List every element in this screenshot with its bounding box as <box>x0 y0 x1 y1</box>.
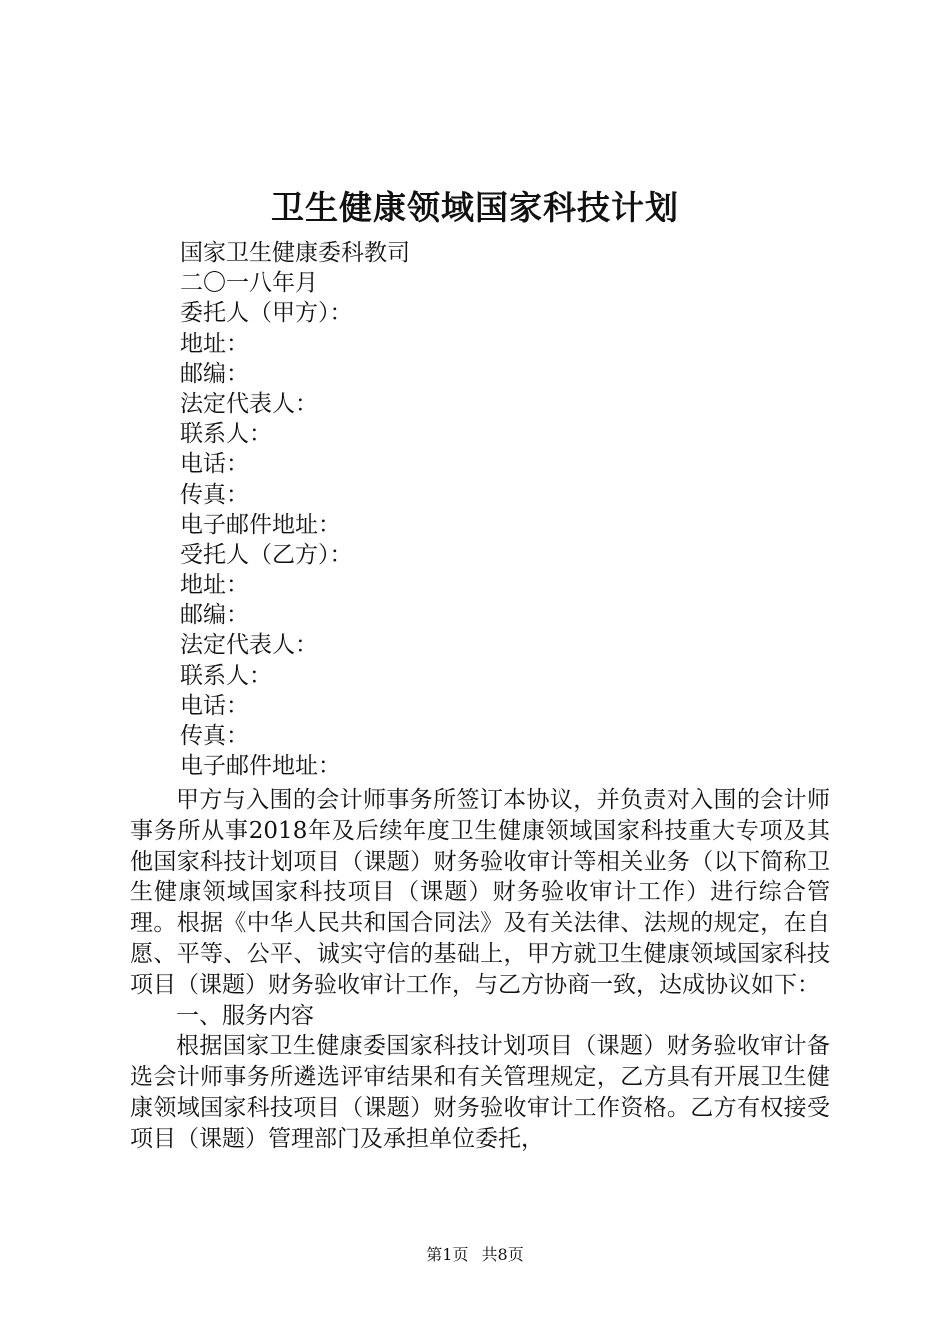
party-b-postcode: 邮编： <box>180 602 249 629</box>
party-a-address: 地址： <box>180 330 249 357</box>
party-a-heading: 委托人（甲方）： <box>180 300 353 327</box>
party-a-phone: 电话： <box>180 451 249 478</box>
document-body <box>130 785 830 1155</box>
party-b-address: 地址： <box>180 572 249 599</box>
issuer-line: 国家卫生健康委科教司 <box>180 240 410 266</box>
party-a-legal-rep: 法定代表人： <box>180 390 318 417</box>
party-a-contact: 联系人： <box>180 421 272 448</box>
party-b-phone: 电话： <box>180 692 249 719</box>
document-title: 卫生健康领域国家科技计划 <box>271 188 679 227</box>
party-b-heading: 受托人（乙方）： <box>180 541 353 568</box>
party-a-postcode: 邮编： <box>180 360 249 387</box>
party-b-contact: 联系人： <box>180 662 272 689</box>
service-content-paragraph: 根据国家卫生健康委国家科技计划项目（课题）财务验收审计备选会计师事务所遴选评审结果和有关管理规定，乙方具有开展卫生健康领域国家科技项目（课题）财务验收审计工作资格。乙方有权接受项目（课题）管理部门及承担单位委托， <box>130 1033 830 1152</box>
page-total: 共8页 <box>481 1245 524 1264</box>
section-heading-service-content: 一、服务内容 <box>176 1002 314 1029</box>
party-b-email: 电子邮件地址： <box>180 753 341 780</box>
page-footer <box>0 1244 950 1266</box>
page-number: 第1页 <box>426 1245 469 1264</box>
party-b-fax: 传真： <box>180 723 249 749</box>
date-line: 二〇一八年月 <box>180 270 318 297</box>
header-fields <box>180 238 860 781</box>
party-b-legal-rep: 法定代表人： <box>180 632 318 659</box>
party-a-fax: 传真： <box>180 481 249 508</box>
intro-paragraph: 甲方与入围的会计师事务所签订本协议，并负责对入围的会计师事务所从事2018年及后续年度卫生健康领域国家科技重大专项及其他国家科技计划项目（课题）财务验收审计等相关业务（以下简称卫生健康领域国家科技项目（课题）财务验收审计工作）进行综合管理。根据《中华人民共和国合同法》及有关法律、法规的规定，在自愿、平等、公平、诚实守信的基础上，甲方就卫生健康领域国家科技项目（课题）财务验收审计工作，与乙方协商一致，达成协议如下： <box>130 787 830 998</box>
party-a-email: 电子邮件地址： <box>180 511 341 538</box>
